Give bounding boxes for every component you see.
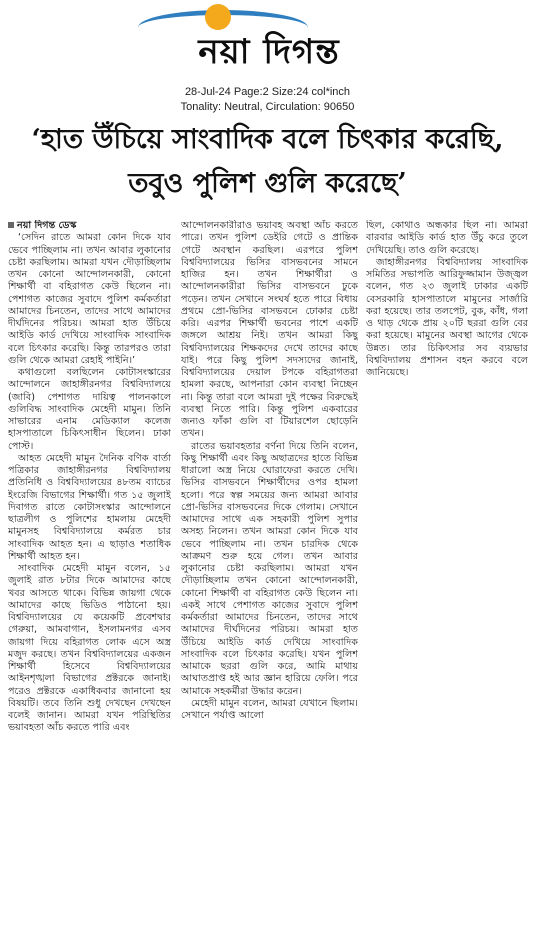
paragraph: জাহাঙ্গীরনগর বিশ্ববিদ্যালয় সাংবাদিক সমিতির সভাপতি আরিফুজ্জামান উজ্জ্বল বলেন, গত ২৩ জুলাই ঢাকার একটি বেসরকারি হাসপাতালে মামুনের সার্জারি করা হয়েছে। তার তলপেট, বুক, কাঁধ, গলা ও থাড় থেকে প্রায় ২০টি ছররা গুলি বের করা হয়েছে। মামুনের অবস্থা আগের থেকে উন্নত। তার চিকিৎসার সব ব্যয়ভার বিশ্ববিদ্যালয় প্রশাসন বহন করবে বলে জানিয়েছে। xyxy=(366,256,528,378)
paragraph: আন্দোলনকারীরাও ভয়াবহ অবস্থা আঁচ করতে পারে। তখন পুলিশ ডেইরি গেটে ও প্রান্তিক গেটে অবস্থান করছিল। এরপরে পুলিশ বিশ্ববিদ্যালয়ের ভিসির বাসভবনের সামনে হাজির হন। তখন শিক্ষার্থীরা ও আন্দোলনকারীরা ভিসির বাসভবনে ঢুকে পড়েন। তখন সেখানে সংঘর্ষ হতে পারে বিধায় প্রথমে প্রো-ভিসির বাসভবনে ঢোকার চেষ্টা করি। এরপর শিক্ষার্থী ভবনের পাশে একটি জঙ্গলে আশ্রয় নিই। তখন আমরা কিছু বিশ্ববিদ্যালয়ের শিক্ষকদের দেখে তাদের কাছে যাই। পরে কিছু পুলিশ সদস্যদের জানাই, বিশ্ববিদ্যালয়ের দেয়াল টপকে বহিরাগতরা হামলা করছে, আপনারা কোন ব্যবস্থা নিচ্ছেন না। কিন্তু তারা বলে আমরা দুই পক্ষের বিরুদ্ধেই ব্যবস্থা নিতে পারি। কিন্তু পুলিশ একবারের জন্যও ফাঁকা গুলি বা টিয়ারশেল ছোড়েনি তখন। xyxy=(181,220,358,440)
paragraph: সাংবাদিক মেহেদী মামুন বলেন, ১৫ জুলাই রাত ৮টার দিকে আমাদের কাছে খবর আসতে থাকে। বিভিন্ন জায়গা থেকে আমাদের কাছে ভিডিও পাঠানো হয়। বিশ্ববিদ্যালয়ের যে কয়েকটি প্রবেশদ্বার গেরুয়া, আমবাগান, ইসলামনগর এসব জায়গা দিয়ে বহিরাগত লোক এসে অস্ত্র মজুদ করছে। তখন বিশ্ববিদ্যালয়ের একজন শিক্ষার্থী হিসেবে বিশ্ববিদ্যালয়ের আইনশৃঙ্খলা বিভাগের প্রক্টরকে জানাই। পরেও প্রক্টরকে একাধিকবার জানানো হয় বিষয়টি। তবে তিনি শুধু দেখছেন দেখছেন বলেই জানান। আমরা যখন পরিস্থিতির ভয়াবহতা আঁচ করতে পারি এবং xyxy=(8,563,171,734)
dateline: নয়া দিগন্ত ডেস্ক xyxy=(8,220,171,232)
masthead xyxy=(0,0,535,80)
paragraph: রাতের ভয়াবহতার বর্ণনা দিয়ে তিনি বলেন, কিছু শিক্ষার্থী এবং কিছু অছাত্রদের হাতে বিভিন্ন ধারালো অস্ত্র নিয়ে ঘোরাফেরা করতে দেখি। ভিসির বাসভবনে শিক্ষার্থীদের ওপর হামলা হলো। পরে স্বল্প সময়ের জন্য আমরা আবার প্রো-ভিসির বাসভবনের দিকে গেলাম। সেখানে আমাদের সাথে এক সহকারী পুলিশ সুপার অসহ্য নিলেন। তখন আমরা কোন দিকে যাব ভেবে পাচ্ছিলাম না। তখন চারদিক থেকে আক্রমণ শুরু হয়ে গেল। তখন আবার লুকানোর চেষ্টা করছিলাম। আমরা যখন দৌড়াচ্ছিলাম তখন কোনো আন্দোলনকারী, কোনো শিক্ষার্থী বা বহিরাগত কেউ ছিলেন না। একই সাথে পেশাগত কাজের সুবাদে পুলিশ কর্মকর্তারা আমাদের চিনতেন, তাদের সাথে আমাদের দীর্ঘদিনের পরিচয়। আমরা হাত উঁচিয়ে আইডি কার্ড দেখিয়ে সাংবাদিক সাংবাদিক বলে চিৎকার করেছি। যখন পুলিশ আমাকে ছররা গুলি করে, আমি মাথায় আঘাতপ্রাপ্ত হই আর জ্ঞান হারিয়ে ফেলি। পরে আমাকে সহকর্মীরা উদ্ধার করেন। xyxy=(181,440,358,697)
paragraph: মেহেদী মামুন বলেন, আমরা যেখানে ছিলাম। সেখানে পর্যাপ্ত আলো xyxy=(181,697,358,721)
headline: ‘হাত উঁচিয়ে সাংবাদিক বলে চিৎকার করেছি, তবুও পুলিশ গুলি করেছে’ xyxy=(31,124,504,199)
article-column-2 xyxy=(181,220,358,920)
logo-sun-icon xyxy=(205,4,231,30)
paragraph: ‘সেদিন রাতে আমরা কোন দিকে যাব ভেবে পাচ্ছিলাম না। তখন আবার লুকানোর চেষ্টা করছিলাম। আমরা যখন দৌড়াচ্ছিলাম তখন কোনো আন্দোলনকারী, কোনো শিক্ষার্থী বা বহিরাগত কেউ ছিলেন না। পেশাগত কাজের সুবাদে পুলিশ কর্মকর্তারা আমাদের চিনতেন, তাদের সাথে আমাদের দীর্ঘদিনের পরিচয়। আমরা হাত উঁচিয়ে আইডি কার্ড দেখিয়ে সাংবাদিক সাংবাদিক বলে চিৎকার করেছি। কিন্তু তারপরও তারা গুলি থেকে আমরা রেহাই পাইনি।’ xyxy=(8,232,171,366)
paragraph: আহত মেহেদী মামুন দৈনিক বণিক বার্তা পত্রিকার জাহাঙ্গীরনগর বিশ্ববিদ্যালয় প্রতিনিধি ও বিশ্ববিদ্যালয়ের ৪৮তম ব্যাচের ইংরেজি বিভাগের শিক্ষার্থী। গত ১৫ জুলাই দিবাগত রাতে কোটাসংস্কার আন্দোলনে ছাত্রলীগ ও পুলিশের হামলায় মেহেদী মামুনসহ বিশ্ববিদ্যালয়ে কর্মরত চার সাংবাদিক আহত হন। এ ছাড়াও শতাধিক শিক্ষার্থী আহত হন। xyxy=(8,452,171,562)
paragraph: ছিল, কোথাও অন্ধকার ছিল না। আমরা বারবার আইডি কার্ড হাত উঁচু করে তুলে দেখিয়েছি। তাও গুলি করেছে। xyxy=(366,220,528,256)
clip-meta-date: 28-Jul-24 Page:2 Size:24 col*inch xyxy=(184,86,351,98)
clip-meta-tonality: Tonality: Neutral, Circulation: 90650 xyxy=(180,101,355,113)
square-bullet-icon xyxy=(8,222,14,228)
article-column-1 xyxy=(8,220,171,920)
newspaper-logo: নয়া দিগন্ত xyxy=(198,32,340,72)
article-column-3 xyxy=(366,220,528,920)
paragraph: কথাগুলো বলছিলেন কোটাসংস্কারের আন্দোলনে জাহাঙ্গীরনগর বিশ্ববিদ্যালয়ে (জাবি) পেশাগত দায়িত্ব পালনকালে গুলিবিদ্ধ সাংবাদিক মেহেদী মামুন। তিনি সাভারের এনাম মেডিক্যাল কলেজ হাসপাতালে চিকিৎসাধীন ছিলেন। ঢাকা পোস্ট। xyxy=(8,367,171,452)
